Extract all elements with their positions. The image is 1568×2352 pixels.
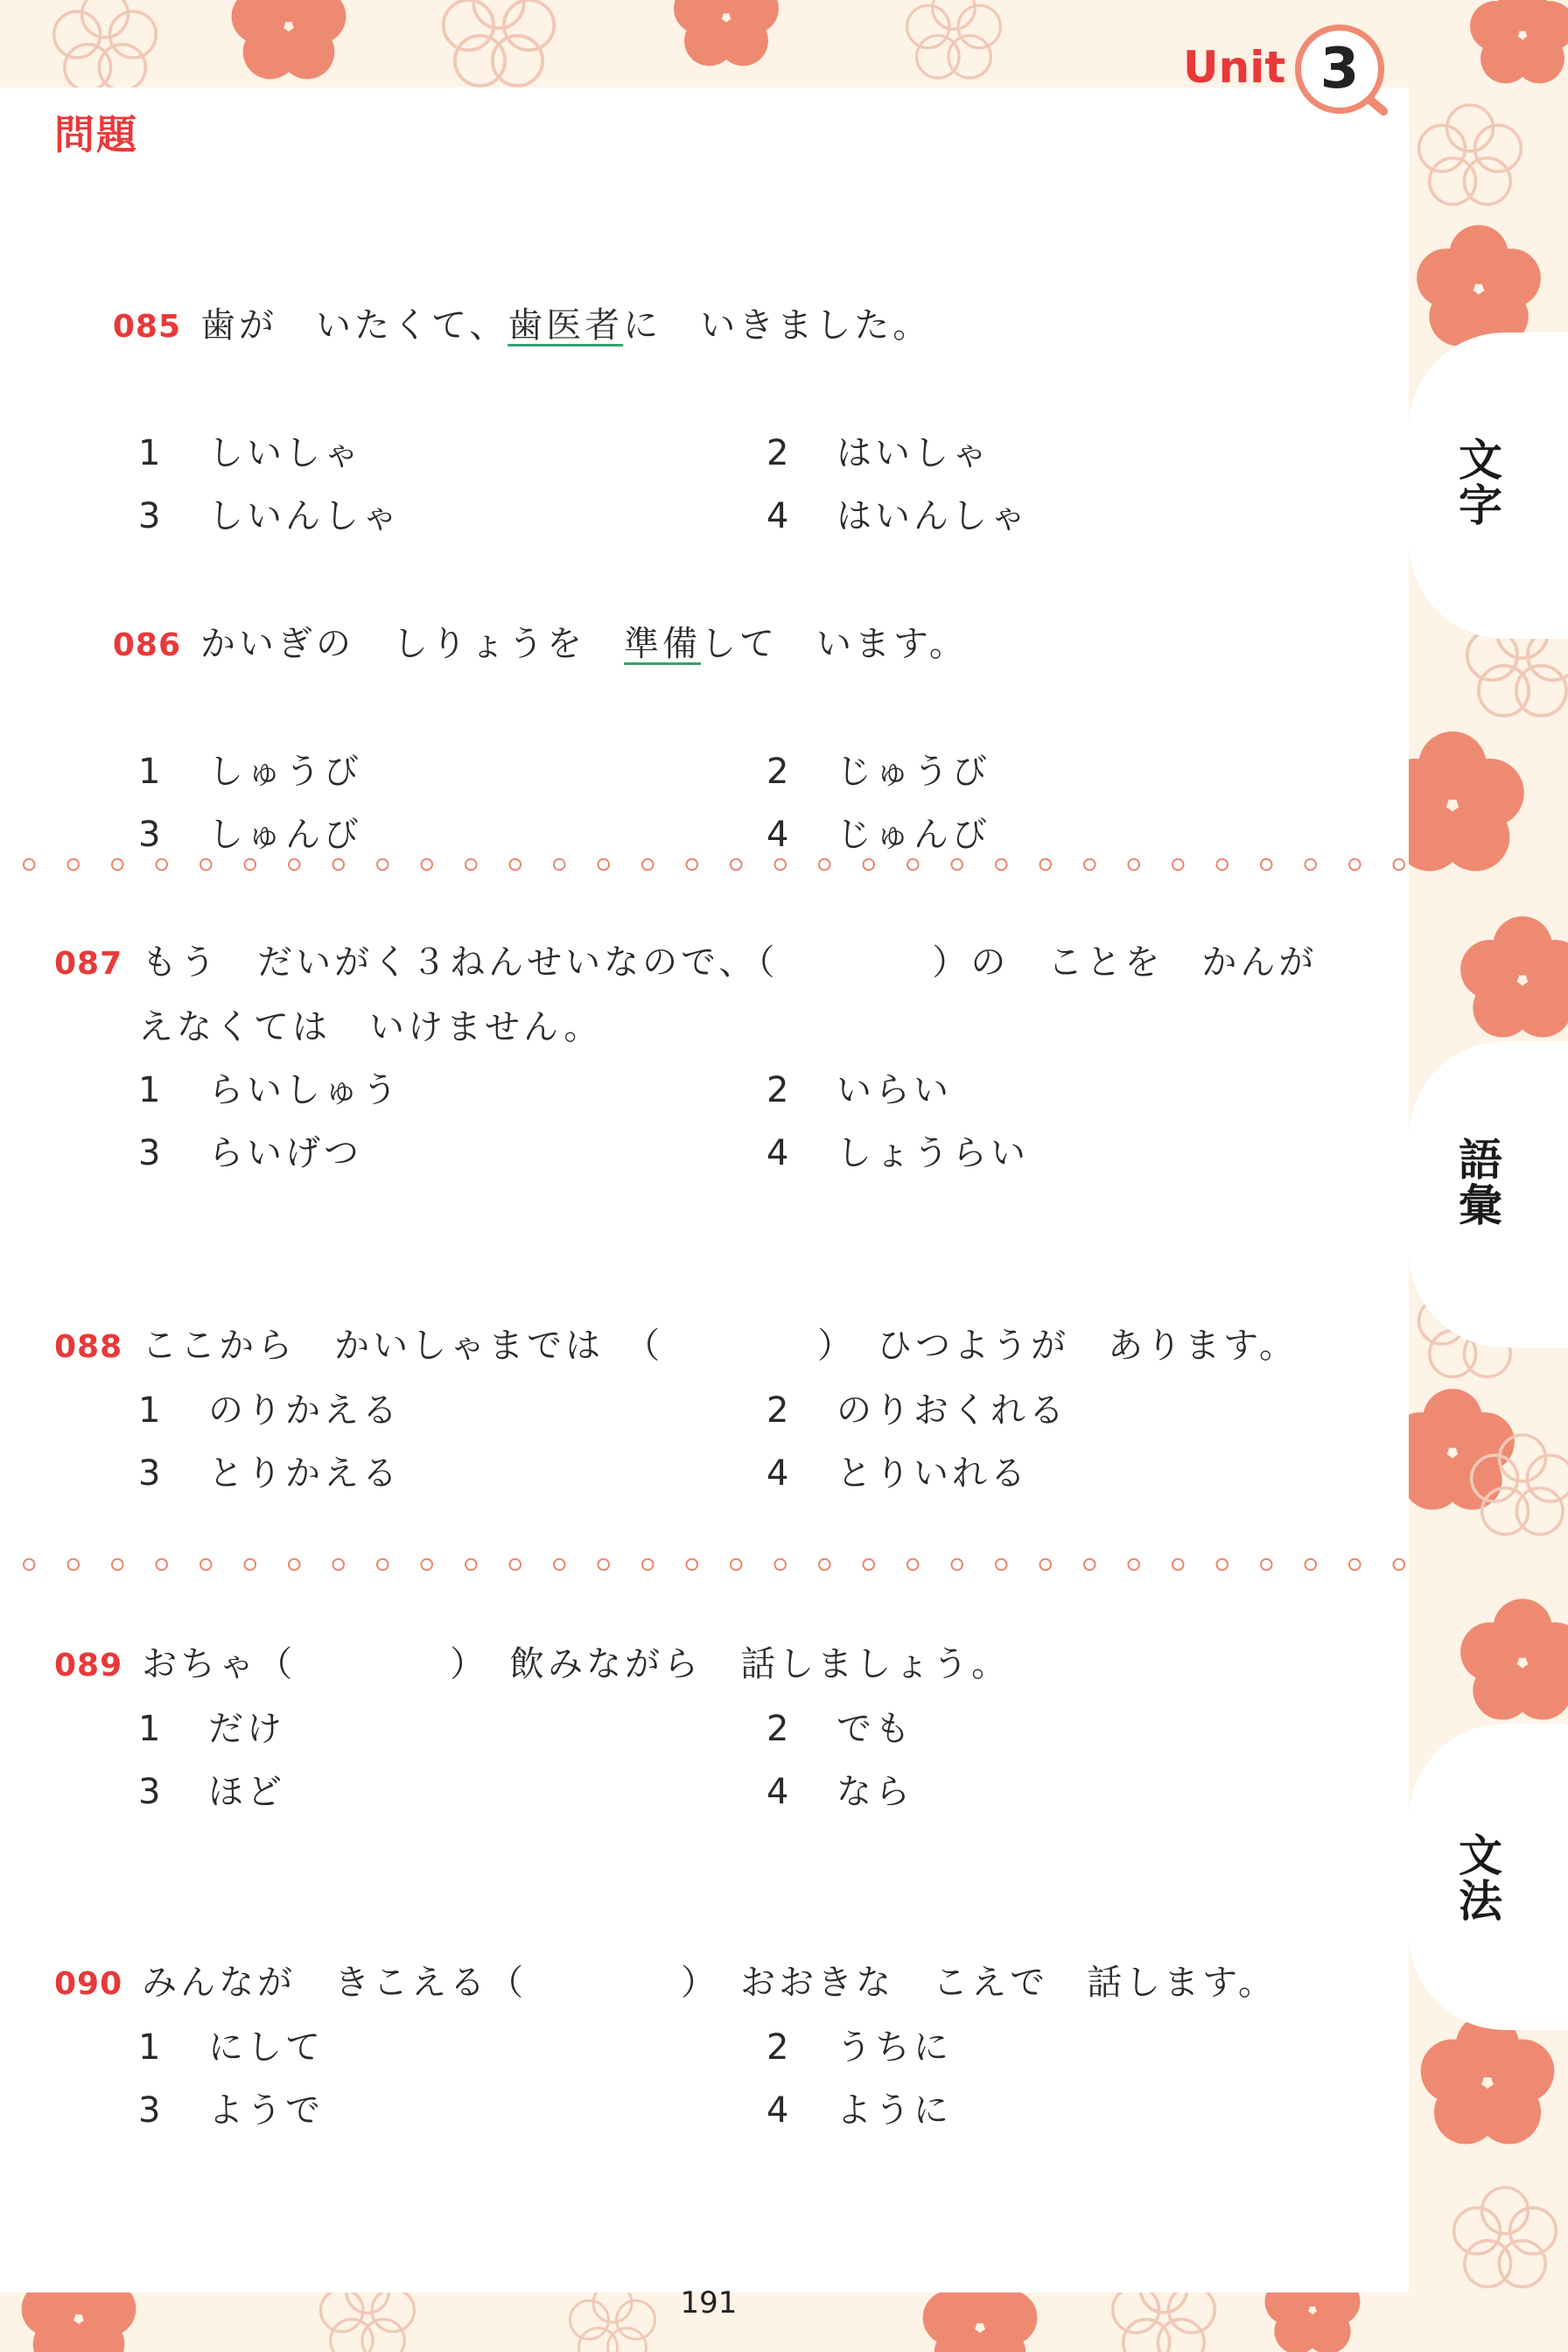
question-stem	[54, 550, 1384, 740]
underlined-word: 歯医者	[508, 305, 624, 346]
answer-options	[54, 2016, 1384, 2142]
option-2[interactable]: 2 のりおくれる	[766, 1390, 1068, 1431]
stem-text: かいぎの しりょうを	[200, 624, 625, 664]
tab-label-char	[1446, 435, 1516, 531]
question-number: 088	[54, 1329, 123, 1365]
option-1[interactable]: 1 のりかえる	[138, 1390, 401, 1431]
question-stem	[54, 231, 1384, 422]
option-1[interactable]: 1 にして	[138, 2027, 324, 2068]
option-3[interactable]: 3 しいんしゃ	[138, 496, 401, 536]
tab-label-glyph: 法	[1459, 1876, 1502, 1927]
question-number: 086	[112, 627, 182, 663]
unit-label: Unit	[1183, 42, 1286, 93]
option-4[interactable]: 4 しょうらい	[766, 1133, 1029, 1173]
underlined-word: 準備	[624, 624, 702, 664]
option-4[interactable]: 4 なら	[766, 1772, 914, 1812]
question-number: 089	[54, 1648, 123, 1684]
tab-label-bunpo[interactable]	[1446, 1830, 1516, 1927]
question-number: 090	[54, 1966, 123, 2002]
option-3[interactable]: 3 ほど	[138, 1772, 285, 1812]
option-3[interactable]: 3 しゅんび	[138, 815, 362, 855]
option-1[interactable]: 1 だけ	[138, 1709, 285, 1749]
option-4[interactable]: 4 とりいれる	[766, 1453, 1029, 1494]
question-088	[54, 1314, 1384, 1505]
stem-text: ここから かいしゃまでは （ ） ひつようが あります。	[142, 1326, 1298, 1366]
section-divider	[7, 856, 1407, 873]
question-number: 087	[54, 946, 123, 982]
option-1[interactable]: 1 しいしゃ	[138, 433, 362, 473]
tab-label-moji[interactable]	[1446, 435, 1516, 531]
option-2[interactable]: 2 いらい	[766, 1070, 952, 1110]
tab-label-glyph: 字	[1459, 480, 1502, 531]
question-090	[54, 1951, 1384, 2142]
option-2[interactable]: 2 でも	[766, 1709, 914, 1749]
stem-text: して います。	[701, 624, 968, 664]
answer-options	[54, 1059, 1384, 1185]
stem-text: もう だいがく３ねんせいなので、（ ）の ことを かんが	[142, 942, 1318, 983]
answer-options	[54, 422, 1384, 548]
option-3[interactable]: 3 らいげつ	[138, 1133, 362, 1173]
option-2[interactable]: 2 はいしゃ	[766, 433, 990, 473]
option-1[interactable]: 1 しゅうび	[138, 752, 362, 792]
answer-options	[54, 1379, 1384, 1505]
stem-text: 歯が いたくて、	[200, 305, 508, 346]
option-3[interactable]: 3 ようで	[138, 2090, 324, 2131]
page-number: 191	[680, 2286, 738, 2320]
section-title: 問題	[54, 111, 138, 158]
question-stem	[54, 1633, 1384, 1698]
tab-label-glyph: 文	[1459, 435, 1502, 486]
answer-options	[54, 740, 1384, 866]
tab-label-goi[interactable]	[1446, 1135, 1516, 1231]
tab-label-char	[1446, 1830, 1516, 1927]
question-087	[54, 931, 1384, 1185]
question-number: 085	[112, 309, 182, 345]
option-2[interactable]: 2 じゅうび	[766, 752, 990, 792]
question-stem	[54, 931, 1384, 996]
unit-number-badge: 3	[1295, 24, 1384, 114]
question-085	[54, 231, 1384, 548]
stem-text: おちゃ（ ） 飲みながら 話しましょう。	[142, 1644, 1011, 1684]
section-divider	[7, 1556, 1407, 1573]
question-089	[54, 1633, 1384, 1824]
option-4[interactable]: 4 じゅんび	[766, 815, 990, 855]
question-stem-continued: えなくては いけません。	[138, 1007, 603, 1047]
tab-label-char	[1446, 1135, 1516, 1231]
answer-options	[54, 1698, 1384, 1824]
question-stem	[54, 1951, 1384, 2016]
option-4[interactable]: 4 ように	[766, 2090, 952, 2131]
option-4[interactable]: 4 はいんしゃ	[766, 496, 1029, 536]
tab-label-glyph: 彙	[1459, 1180, 1502, 1231]
stem-text: みんなが きこえる（ ） おおきな こえで 話します。	[142, 1963, 1277, 2003]
tab-label-glyph: 語	[1459, 1135, 1502, 1186]
option-1[interactable]: 1 らいしゅう	[138, 1070, 401, 1110]
question-086	[54, 550, 1384, 866]
option-2[interactable]: 2 うちに	[766, 2027, 952, 2068]
stem-text: に いきました。	[623, 305, 932, 346]
question-stem	[54, 1314, 1384, 1379]
tab-label-glyph: 文	[1459, 1830, 1502, 1881]
option-3[interactable]: 3 とりかえる	[138, 1453, 401, 1494]
